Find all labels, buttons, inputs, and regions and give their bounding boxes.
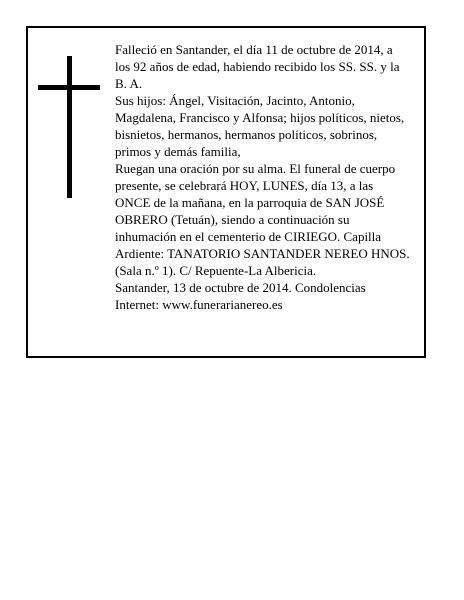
funeral-details: Ruegan una oración por su alma. El funeral de cuerpo presente, se celebrará HOY, LUNES, día 13, a las ONCE de la mañana, en la parroquia de SAN JOSÉ OBRERO (Tetuán), siendo a continuación su inhumación en el cementerio de CIRIEGO. Capilla Ardiente: TANATORIO SANTANDER NEREO HNOS. (Sala n.º 1). C/ Repuente-La Albericia.: [115, 161, 410, 278]
family-list: Sus hijos: Ángel, Visitación, Jacinto, Antonio, Magdalena, Francisco y Alfonsa; hijos políticos, nietos, bisnietos, hermanos, hermanos políticos, sobrinos, primos y demás familia,: [115, 93, 405, 159]
death-announcement: Falleció en Santander, el día 11 de octubre de 2014, a los 92 años de edad, habiendo recibido los SS. SS. y la B. A.: [115, 42, 400, 91]
cross-icon: [67, 56, 72, 198]
obituary-notice: [26, 26, 426, 358]
notice-text: [115, 41, 411, 313]
cross-icon-bar: [38, 85, 100, 90]
date-and-condolences: Santander, 13 de octubre de 2014. Condolencias Internet: www.funerarianereo.es: [115, 280, 366, 312]
